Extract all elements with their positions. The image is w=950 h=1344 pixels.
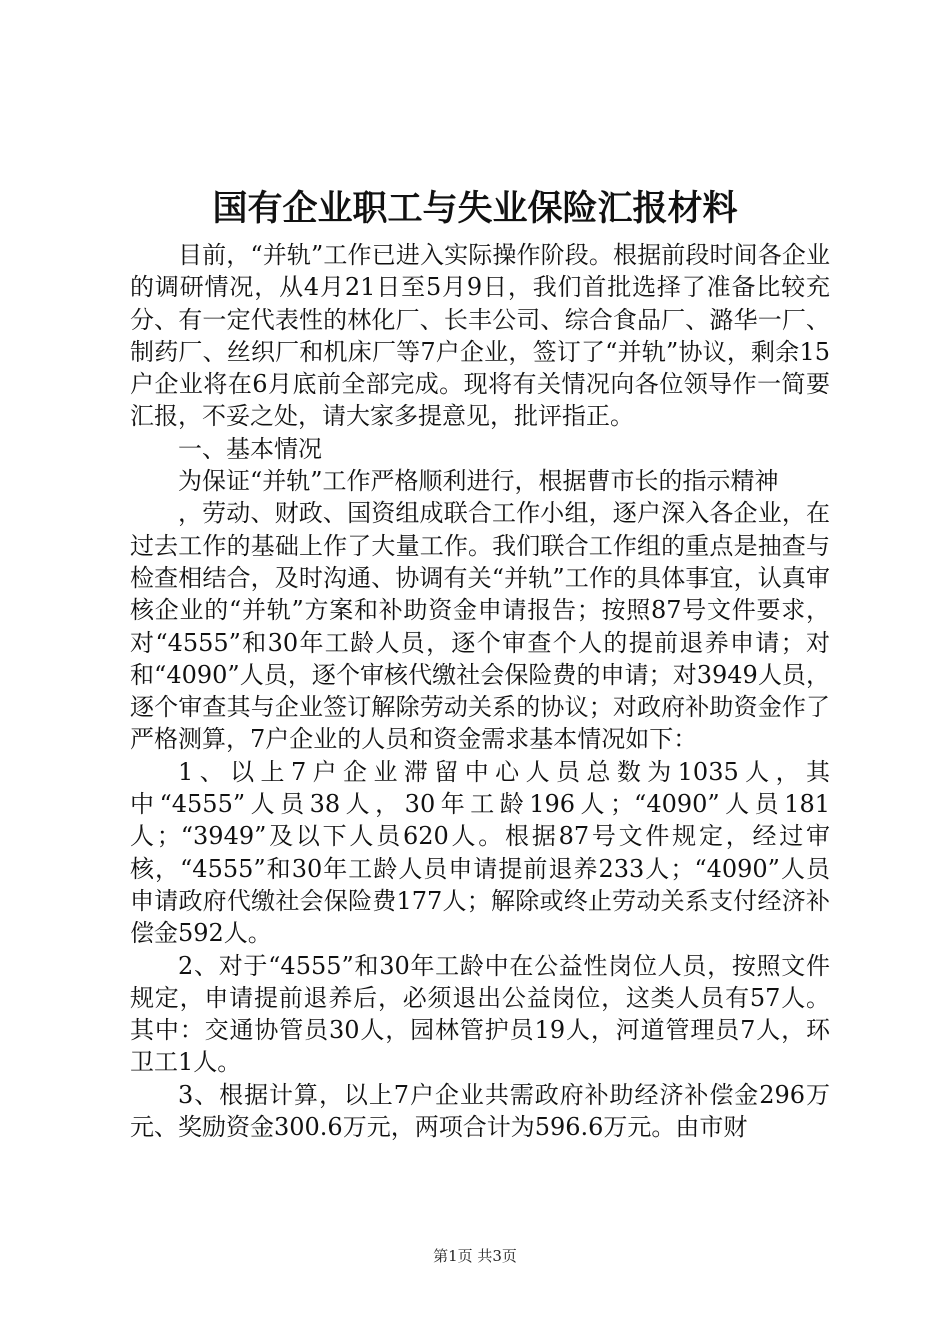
paragraph-purpose: 为保证“并轨”工作严格顺利进行，根据曹市长的指示精神	[178, 467, 779, 496]
page-number-footer: 第1页 共3页	[433, 1247, 517, 1265]
paragraph-item-2: 2、对于“4555”和30年工龄中在公益性岗位人员，按照文件规定，申请提前退养后，必须退出公益岗位，这类人员有57人。其中：交通协管员30人，园林管护员19人，河道管理员7人，环卫工1人。	[130, 951, 830, 1077]
section-heading-basic: 一、基本情况	[178, 434, 322, 463]
paragraph-item-3: 3、根据计算，以上7户企业共需政府补助经济补偿金296万元、奖励资金300.6万元，两项合计为596.6万元。由市财	[130, 1080, 830, 1142]
paragraph-item-1: 1、以上7户企业滞留中心人员总数为1035人，其中“4555”人员38人，30年工龄196人；“4090”人员181人；“3949”及以下人员620人。根据87号文件规定，经过审核，“4555”和30年工龄人员申请提前退养233人；“4090”人员申请政府代缴社会保险费177人；解除或终止劳动关系支付经济补偿金592人。	[130, 757, 830, 948]
document-title: 国有企业职工与失业保险汇报材料	[212, 188, 738, 229]
document-body	[130, 239, 830, 1143]
paragraph-intro: 目前，“并轨”工作已进入实际操作阶段。根据前段时间各企业的调研情况，从4月21日至5月9日，我们首批选择了准备比较充分、有一定代表性的林化厂、长丰公司、综合食品厂、潞华一厂、制药厂、丝织厂和机床厂等7户企业，签订了“并轨”协议，剩余15户企业将在6月底前全部完成。现将有关情况向各位领导作一简要汇报，不妥之处，请大家多提意见，批评指正。	[130, 241, 830, 431]
paragraph-work-group: ，劳动、财政、国资组成联合工作小组，逐户深入各企业，在过去工作的基础上作了大量工作。我们联合工作组的重点是抽查与检查相结合，及时沟通、协调有关“并轨”工作的具体事宜，认真审核企业的“并轨”方案和补助资金申请报告；按照87号文件要求，对“4555”和30年工龄人员，逐个审查个人的提前退养申请；对和“4090”人员，逐个审核代缴社会保险费的申请；对3949人员，逐个审查其与企业签订解除劳动关系的协议；对政府补助资金作了严格测算，7户企业的人员和资金需求基本情况如下：	[130, 499, 830, 754]
